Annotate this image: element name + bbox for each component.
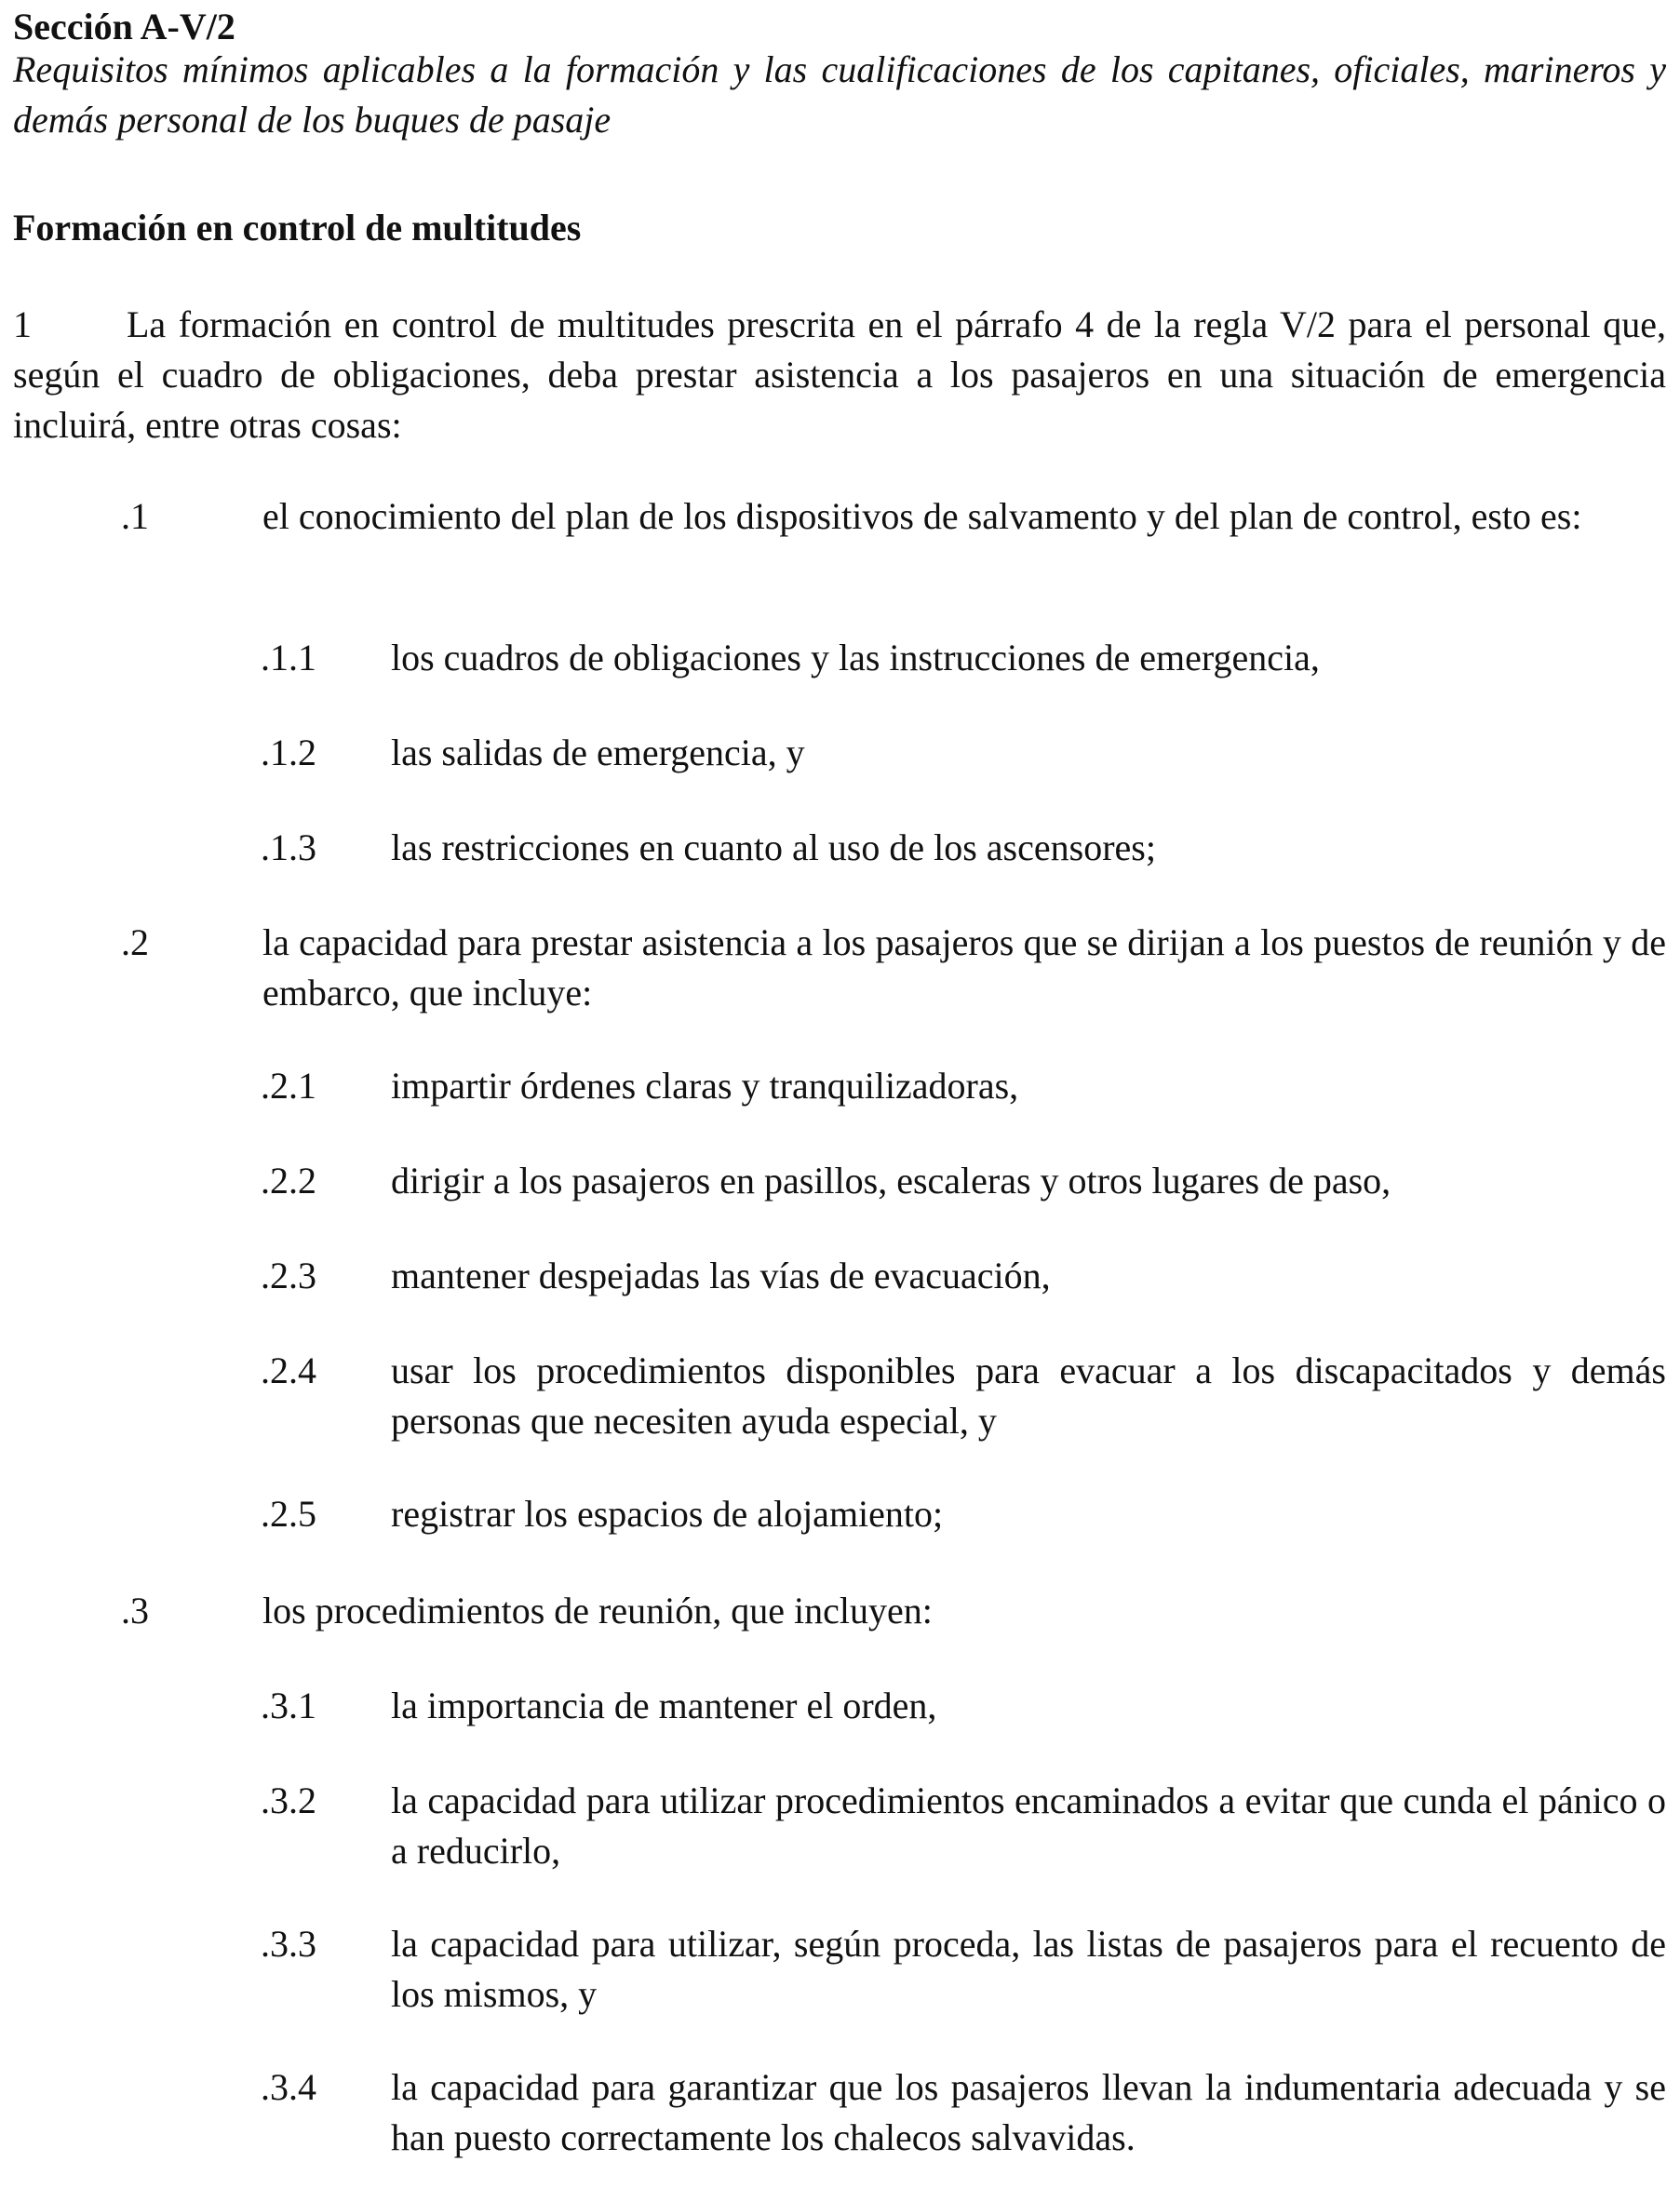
- subitem-text: la importancia de mantener el orden,: [391, 1685, 937, 1726]
- paragraph-1: [13, 300, 1666, 450]
- subitem-text: la capacidad para garantizar que los pasajeros llevan la indumentaria adecuada y se han puesto correctamente los chalecos salvavidas.: [391, 2066, 1666, 2158]
- item-number: .1: [121, 495, 149, 537]
- subitem-text: usar los procedimientos disponibles para evacuar a los discapacitados y demás personas que necesiten ayuda especial, y: [391, 1349, 1666, 1442]
- subitem-number: .2.2: [261, 1160, 316, 1202]
- subitem-text: registrar los espacios de alojamiento;: [391, 1493, 944, 1535]
- subitem-number: .1.3: [261, 826, 316, 868]
- subitem-number: .2.5: [261, 1493, 316, 1535]
- item-number: .3: [121, 1590, 149, 1631]
- item-text: la capacidad para prestar asistencia a los pasajeros que se dirijan a los puestos de reunión y de embarco, que incluye:: [262, 921, 1666, 1014]
- subitem-number: .2.3: [261, 1255, 316, 1296]
- section-title: Sección A-V/2: [13, 6, 235, 47]
- subitem-text: dirigir a los pasajeros en pasillos, escaleras y otros lugares de paso,: [391, 1160, 1391, 1202]
- subitem-number: .1.1: [261, 637, 316, 678]
- section-subtitle: Requisitos mínimos aplicables a la formación y las cualificaciones de los capitanes, oficiales, marineros y demás personal de los buques de pasaje: [13, 48, 1666, 141]
- subitem-number: .3.4: [261, 2066, 316, 2108]
- subitem-number: .3.3: [261, 1923, 316, 1965]
- subitem-number: .2.4: [261, 1349, 316, 1391]
- subitem-text: mantener despejadas las vías de evacuación,: [391, 1255, 1051, 1296]
- subitem-number: .1.2: [261, 732, 316, 773]
- paragraph-text: La formación en control de multitudes prescrita en el párrafo 4 de la regla V/2 para el personal que, según el cuadro de obligaciones, deba prestar asistencia a los pasajeros en una situación de emergencia incluirá, entre otras cosas:: [13, 303, 1666, 446]
- item-text: los procedimientos de reunión, que incluyen:: [262, 1590, 933, 1631]
- item-number: .2: [121, 921, 149, 963]
- subitem-number: .2.1: [261, 1065, 316, 1107]
- subitem-number: .3.2: [261, 1779, 316, 1821]
- subitem-text: los cuadros de obligaciones y las instrucciones de emergencia,: [391, 637, 1320, 678]
- subitem-text: impartir órdenes claras y tranquilizadoras,: [391, 1065, 1019, 1107]
- paragraph-number: 1: [13, 303, 32, 345]
- subitem-text: las restricciones en cuanto al uso de los ascensores;: [391, 826, 1156, 868]
- subitem-text: la capacidad para utilizar, según proceda, las listas de pasajeros para el recuento de los mismos, y: [391, 1923, 1666, 2015]
- item-text: el conocimiento del plan de los dispositivos de salvamento y del plan de control, esto es:: [262, 495, 1582, 537]
- heading: Formación en control de multitudes: [13, 207, 582, 248]
- subitem-text: las salidas de emergencia, y: [391, 732, 805, 773]
- subitem-text: la capacidad para utilizar procedimientos encaminados a evitar que cunda el pánico o a reducirlo,: [391, 1779, 1666, 1872]
- subitem-number: .3.1: [261, 1685, 316, 1726]
